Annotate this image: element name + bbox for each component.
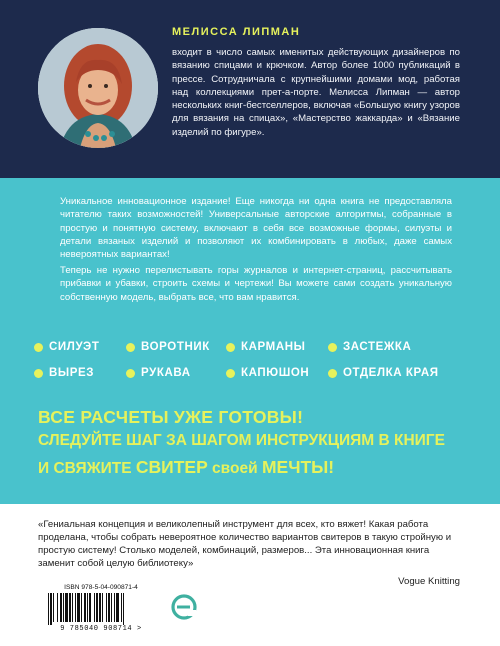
feature-label: ВЫРЕЗ <box>49 367 95 379</box>
review-quote: «Гениальная концепция и великолепный инструмент для всех, кто вяжет! Какая работа проделана, чтобы собрать невероятное количество вариантов свитеров в такую стройную и простую систему! Столько моделей, комбинаций, размеров... Эта инновационная книга заменит собой целую библиотеку» <box>38 519 452 569</box>
author-photo <box>38 28 158 148</box>
isbn-label: ISBN 978-5-04-090871-4 <box>64 584 138 591</box>
feature-item <box>126 341 210 353</box>
feature-label: КАРМАНЫ <box>241 341 306 353</box>
bullet-dot-icon <box>34 343 43 352</box>
feature-item <box>34 367 94 379</box>
feature-label: ВОРОТНИК <box>141 341 210 353</box>
feature-item <box>226 367 309 379</box>
description-paragraph-1: Уникальное инновационное издание! Еще никогда ни одна книга не предоставляла читателю таких возможностей! Универсальные авторские алгоритмы, собранные в простую и понятную систему, включают в себя все возможные формы, силуэты и детали вязаных изделий и позволяют их комбинировать в любых, даже самых невероятных вариантах! <box>60 196 452 261</box>
author-section <box>0 0 500 178</box>
headline-emphasis-sweater: СВИТЕР <box>135 457 208 477</box>
bullet-dot-icon <box>34 369 43 378</box>
bullet-dot-icon <box>126 343 135 352</box>
bullet-dot-icon <box>226 343 235 352</box>
headline-line-3 <box>38 457 334 478</box>
barcode-number: 9 785040 908714 > <box>60 625 142 633</box>
feature-label: ОТДЕЛКА КРАЯ <box>343 367 439 379</box>
publisher-logo-icon <box>171 594 197 620</box>
headline-text: И СВЯЖИТЕ <box>38 460 136 477</box>
feature-item <box>226 341 306 353</box>
feature-item <box>328 367 439 379</box>
feature-label: КАПЮШОН <box>241 367 310 379</box>
author-portrait-image <box>38 28 158 148</box>
description-section <box>0 178 500 504</box>
feature-item <box>328 341 411 353</box>
author-bio: входит в число самых именитых действующих дизайнеров по вязанию спицами и крючком. Автор более 1000 публикаций в прессе. Сотрудничала с крупнейшими домами мод, работая над коллекциями прет-а-порте. Мелисса Липман — автор нескольких книг-бестселлеров, включая «Большую книгу узоров для вязания на спицах», «Мастерство жаккарда» и «Вязание изделий по фигуре». <box>172 47 460 138</box>
review-source: Vogue Knitting <box>398 576 460 587</box>
feature-label: РУКАВА <box>141 367 191 379</box>
bullet-dot-icon <box>328 369 337 378</box>
features-list <box>32 341 472 385</box>
feature-label: СИЛУЭТ <box>49 341 100 353</box>
feature-label: ЗАСТЕЖКА <box>343 341 412 353</box>
feature-item <box>126 367 191 379</box>
bullet-dot-icon <box>226 369 235 378</box>
headline-text: своей <box>207 460 262 477</box>
feature-item <box>34 341 99 353</box>
author-name: МЕЛИССА ЛИПМАН <box>172 26 301 38</box>
description-paragraph-2: Теперь не нужно перелистывать горы журналов и интернет-страниц, рассчитывать прибавки и убавки, строить схемы и чертежи! Вы можете сами создать уникальную собственную модель, выбрать все, что вам нравится. <box>60 265 452 303</box>
bullet-dot-icon <box>126 369 135 378</box>
headline-line-1: ВСЕ РАСЧЕТЫ УЖЕ ГОТОВЫ! <box>38 407 304 427</box>
bullet-dot-icon <box>328 343 337 352</box>
headline-emphasis-dream: МЕЧТЫ! <box>261 457 335 477</box>
barcode <box>38 584 164 634</box>
headline-line-2: СЛЕДУЙТЕ ШАГ ЗА ШАГОМ ИНСТРУКЦИЯМ В КНИГЕ <box>38 432 445 449</box>
barcode-bars <box>46 593 156 625</box>
